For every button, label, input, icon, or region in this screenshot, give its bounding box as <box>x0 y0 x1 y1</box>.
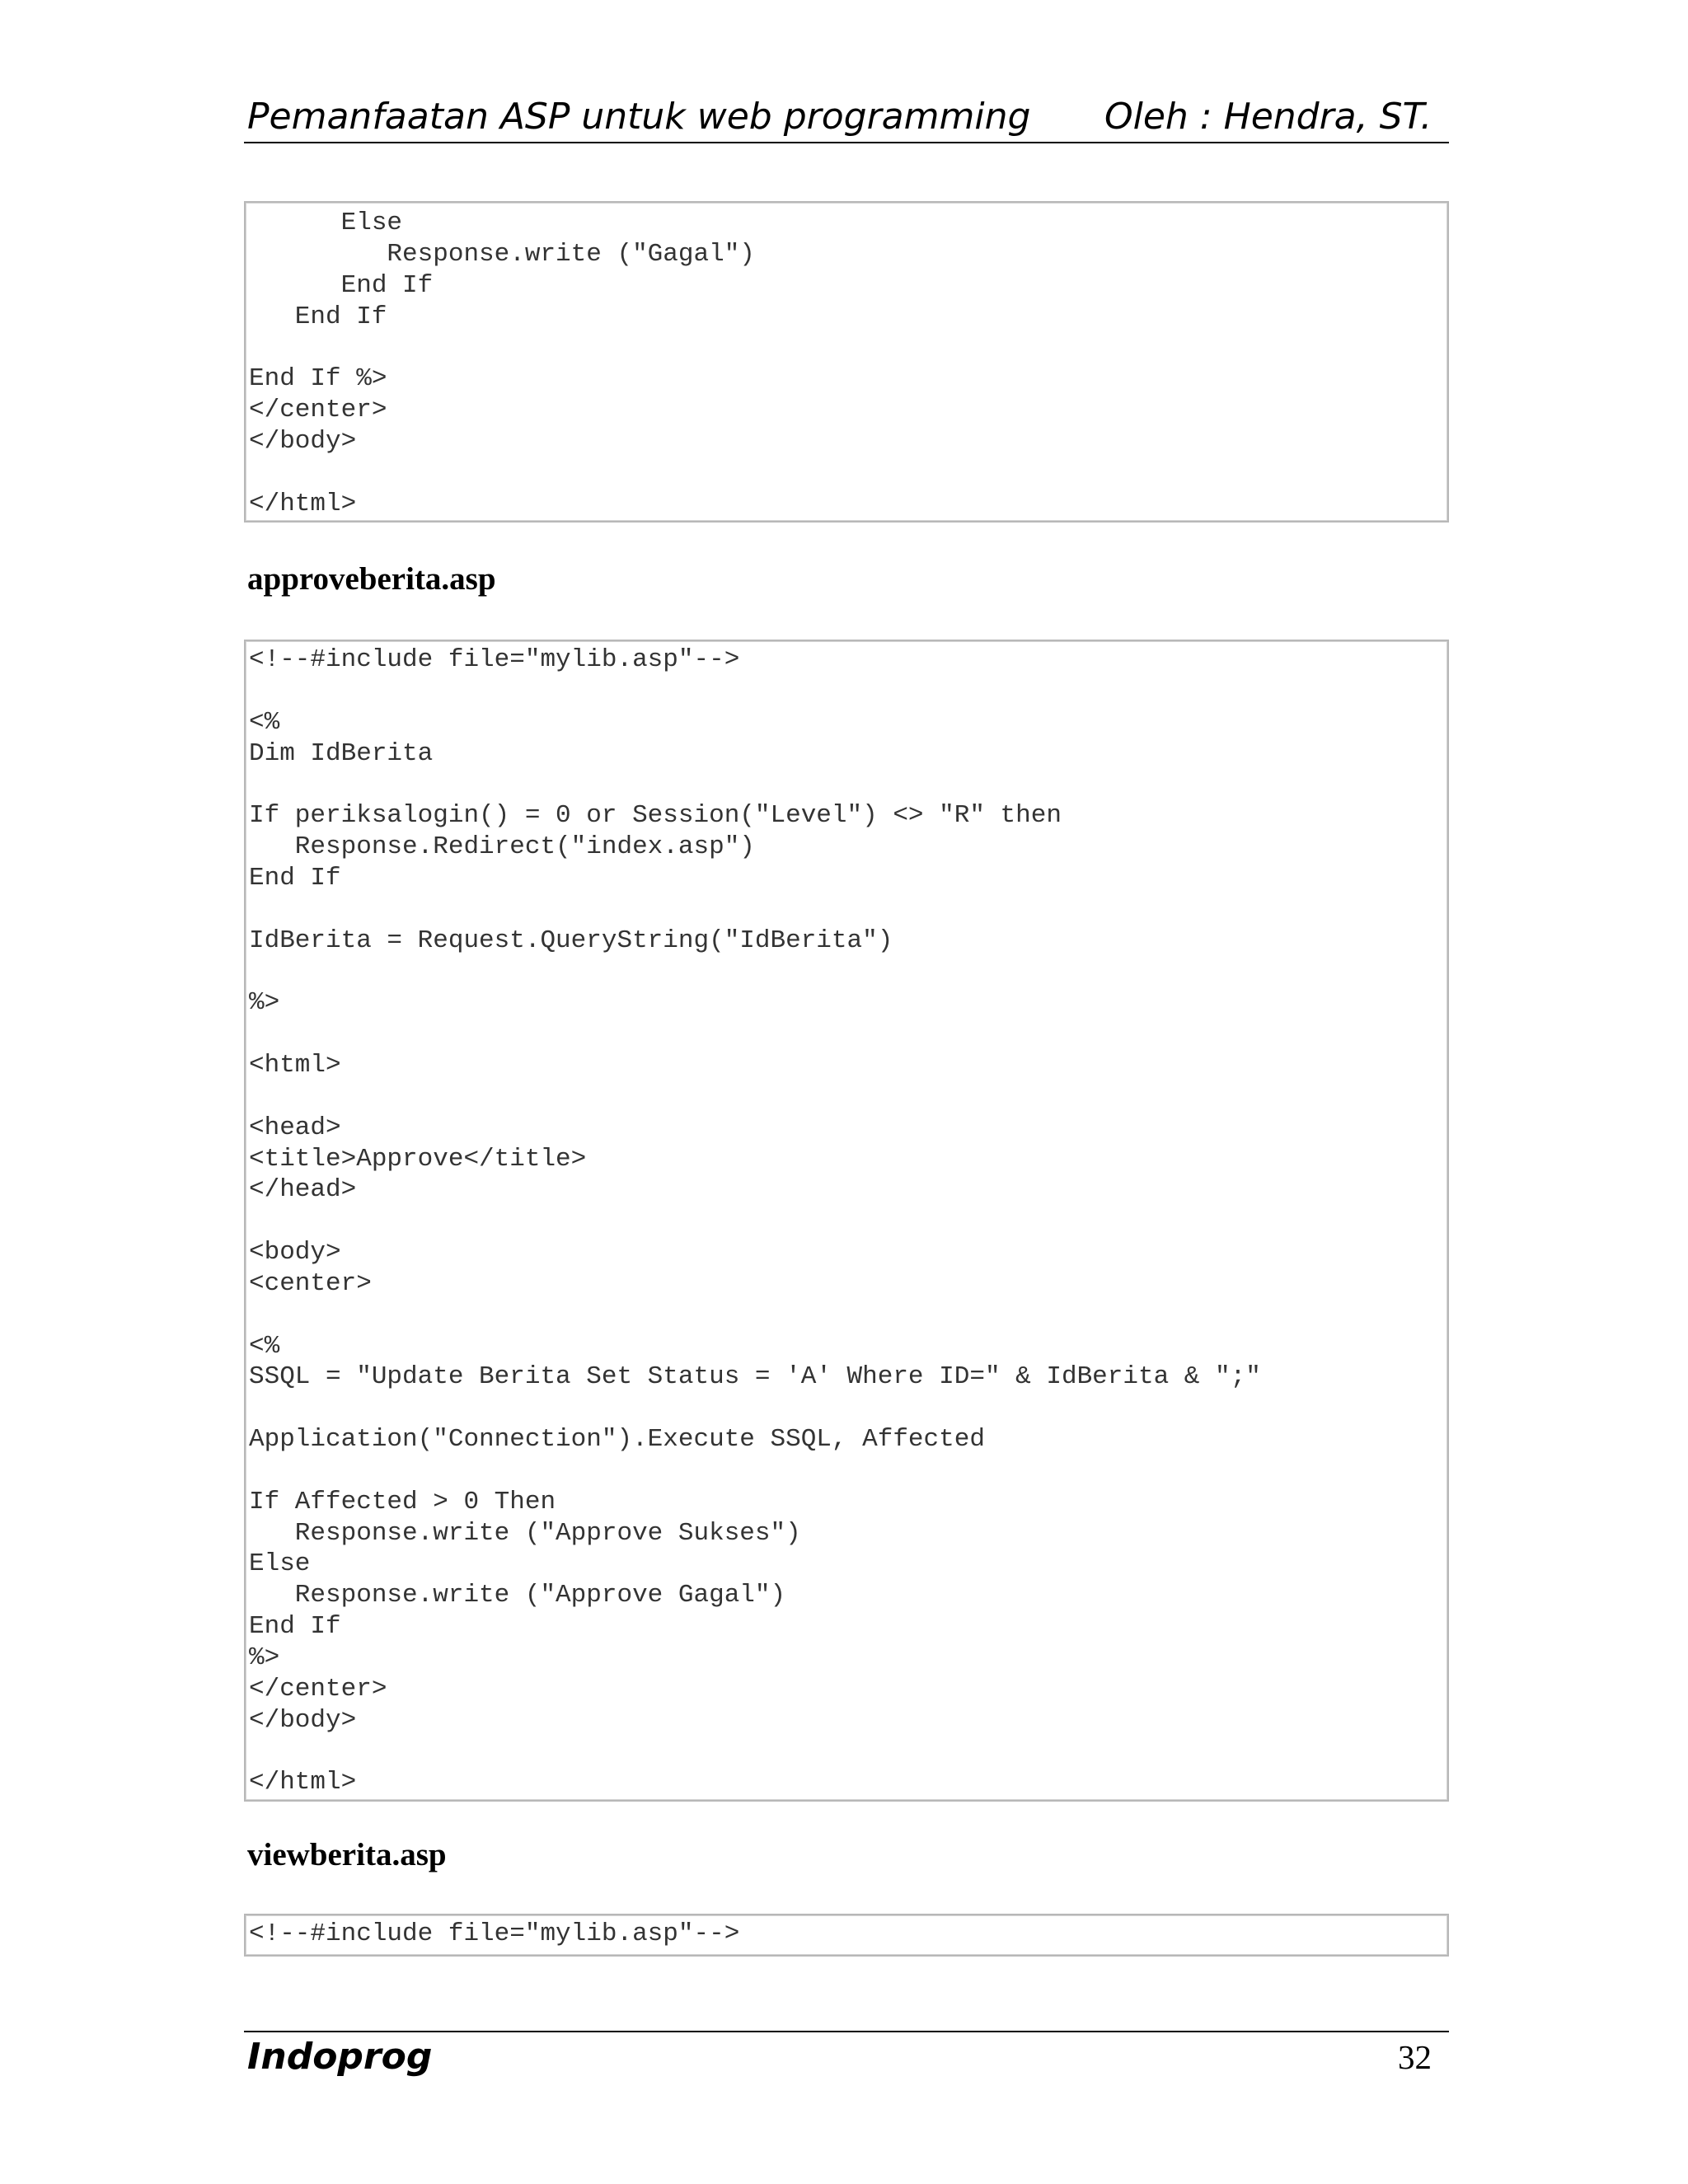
code-text: <!--#include file="mylib.asp"--> <box>249 1919 740 1948</box>
code-block-viewberita <box>244 1914 1449 1957</box>
footer-brand: Indoprog <box>247 2036 433 2078</box>
code-block-approveberita <box>244 640 1449 1802</box>
document-title: Pemanfaatan ASP untuk web programming <box>247 96 1031 138</box>
document-author: Oleh : Hendra, ST. <box>1104 96 1432 138</box>
section-heading-approveberita: approveberita.asp <box>247 561 496 597</box>
footer-divider <box>244 2031 1449 2032</box>
section-heading-viewberita: viewberita.asp <box>247 1837 447 1872</box>
code-text: Else Response.write ("Gagal") End If End If End If %> </center> </body> </html> <box>249 209 755 518</box>
code-block-continued <box>244 201 1449 523</box>
page-number: 32 <box>1398 2038 1432 2076</box>
code-text: <!--#include file="mylib.asp"--> <% Dim IdBerita If periksalogin() = 0 or Session("Level") <> "R" then Response.Redirect("index.asp") End If IdBerita = Request.QueryString("IdBerita") %> <html> <head> <title>Approve</title> </head> <body> <center> <% SSQL = "Update Berita Set Status = 'A' Where ID=" & IdBerita & ";" Application("Connection").Execute SSQL, Affected If Affected > 0 Then Response.write ("Approve Sukses") Else Response.write ("Approve Gagal") End If %> </center> </body> </html> <box>249 645 1261 1797</box>
page-header <box>244 96 1449 143</box>
